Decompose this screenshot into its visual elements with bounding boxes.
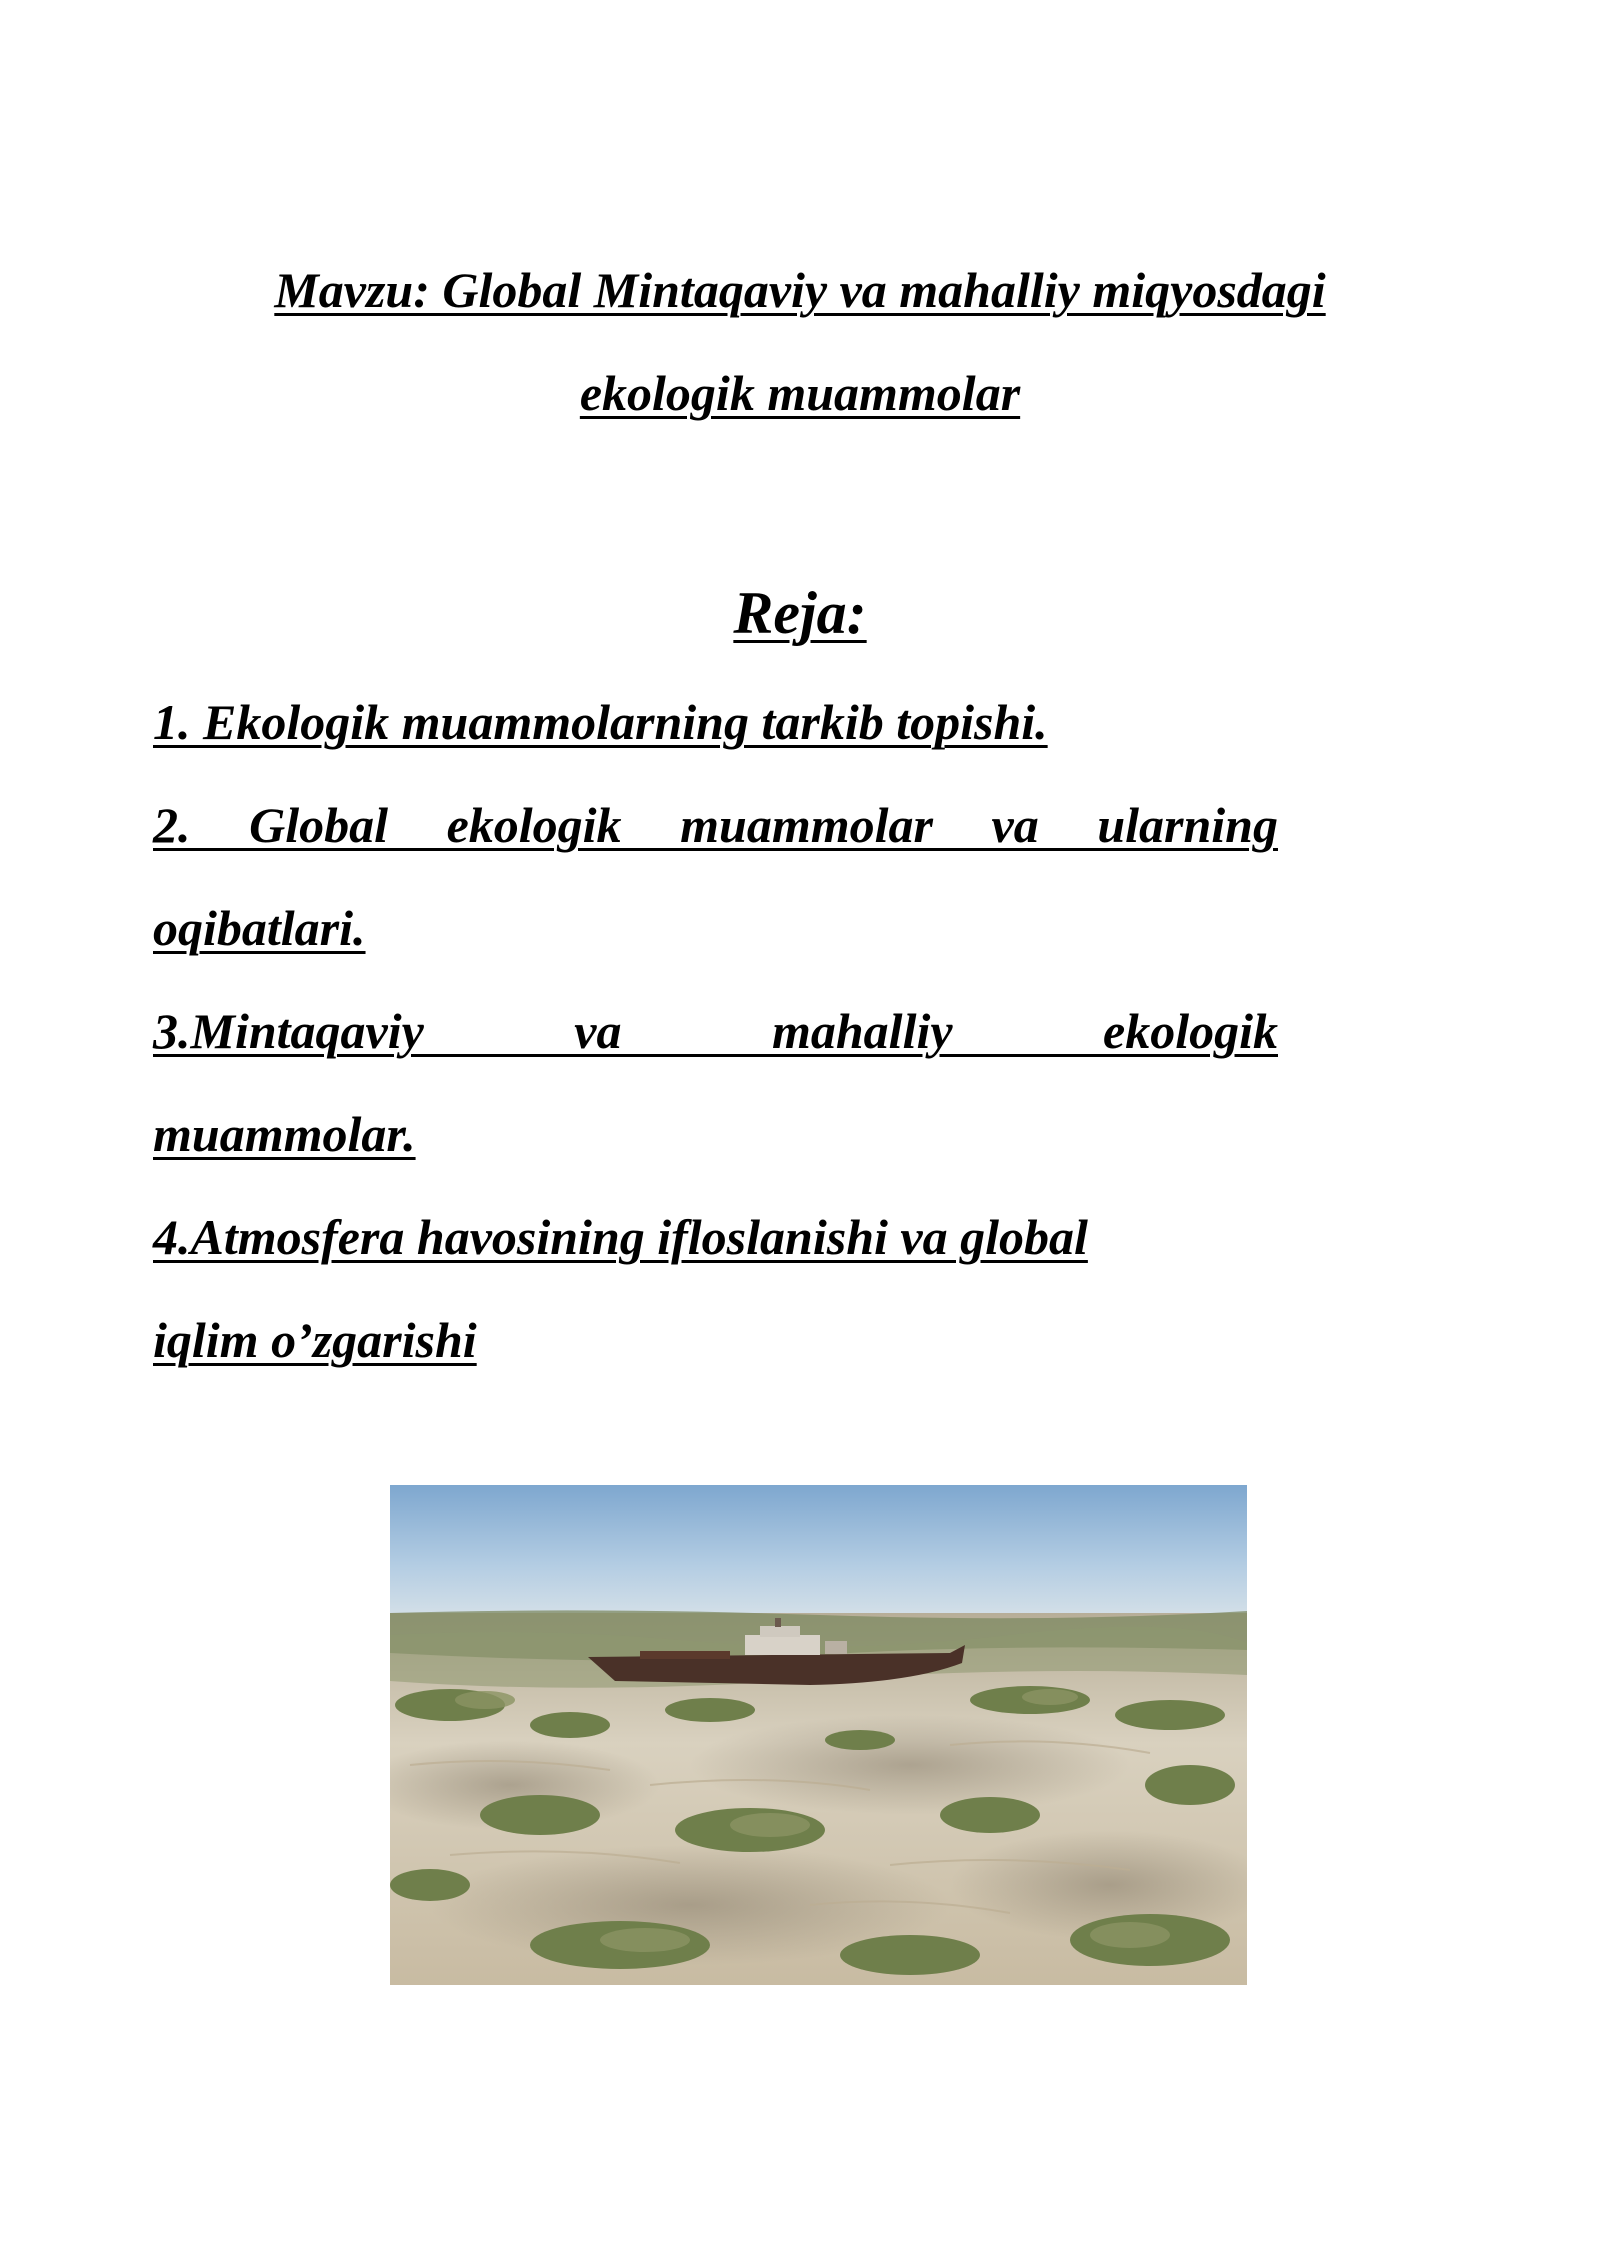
plan-item-3-line-2: muammolar. (153, 1106, 416, 1162)
plan-item-2-line-2: oqibatlari. (153, 900, 366, 956)
topic-title-line-2: ekologik muammolar (579, 365, 1021, 421)
ship-in-desert-photo (390, 1485, 1247, 1985)
plan-item-3-line-1: 3.Mintaqaviy va mahalliy ekologik (153, 1003, 1278, 1059)
plan-item-2-line-1: 2. Global ekologik muammolar va ularning (153, 797, 1278, 853)
topic-title-line-1: Mavzu: Global Mintaqaviy va mahalliy miqyosdagi (274, 262, 1326, 318)
plan-item-4-line-1: 4.Atmosfera havosining ifloslanishi va global (153, 1209, 1088, 1265)
plan-heading: Reja: (733, 580, 867, 646)
plan-item-4-line-2: iqlim o’zgarishi (153, 1312, 477, 1368)
plan-item-1: 1. Ekologik muammolarning tarkib topishi. (153, 694, 1048, 750)
